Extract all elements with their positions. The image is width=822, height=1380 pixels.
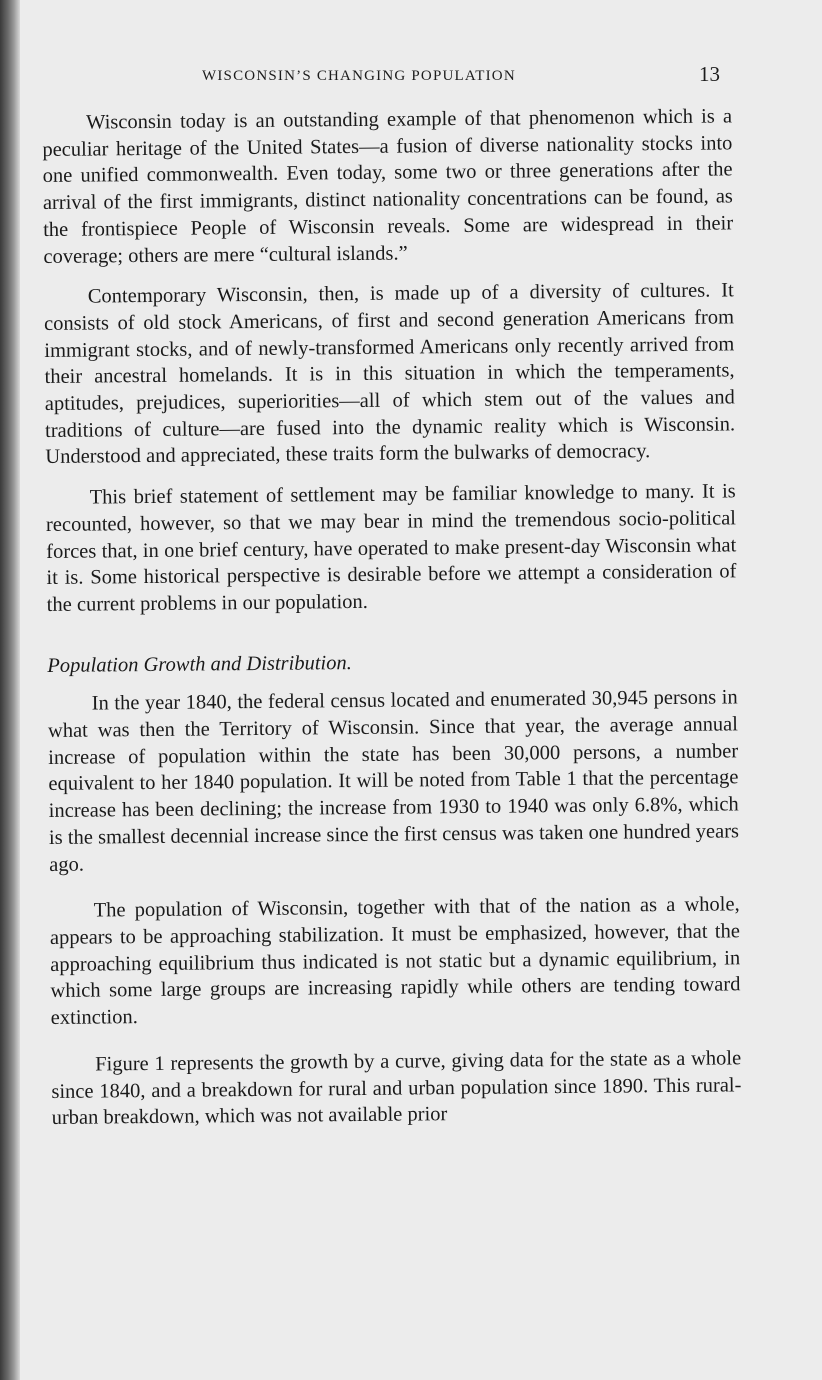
paragraph: In the year 1840, the federal census located and enumerated 30,945 persons in what was then the Territory of Wisconsin. Since that year, the average annual increase of population within the state has been 30,000 persons, a number equivalent to her 1840 population. It will be noted from Table 1 that the percentage increase has been declining; the increase from 1930 to 1940 was only 6.8%, which is the smallest decennial increase since the first census was taken one hundred years ago. <box>47 686 740 876</box>
running-head <box>90 62 730 92</box>
paragraph: Figure 1 represents the growth by a curve, giving data for the state as a whole since 1840, and a breakdown for rural and urban population since 1890. This rural-urban breakdown, which was not available prior <box>51 1047 742 1130</box>
paragraph: Wisconsin today is an outstanding example of that phenomenon which is a peculiar heritage of the United States—a fusion of diverse nationality stocks into one unified commonwealth. Even today, some two or three generations after the arrival of the first immigrants, distinct nationality concentrations can be found, as the frontispiece People of Wisconsin reveals. Some are widespread in their coverage; others are mere “cultural islands.” <box>42 105 734 268</box>
paragraph: This brief statement of settlement may be familiar knowledge to many. It is recounted, however, so that we may bear in mind the tremendous socio-political forces that, in one brief century, have operated to make present-day Wisconsin what it is. Some historical perspective is desirable before we attempt a consideration of the current problems in our population. <box>45 480 737 616</box>
page-number: 13 <box>699 62 720 86</box>
binding-edge <box>0 0 20 1380</box>
running-title: WISCONSIN’S CHANGING POPULATION <box>202 68 516 84</box>
paragraph: Contemporary Wisconsin, then, is made up of a diversity of cultures. It consists of old stock Americans, of first and second generation Americans from immigrant stocks, and of newly-transformed Americans only recently arrived from their ancestral homelands. It is in this situation in which the temperaments, aptitudes, prejudices, superiorities—all of which stem out of the values and traditions of culture—are fused into the dynamic reality which is Wisconsin. Understood and appreciated, these traits form the bulwarks of democracy. <box>43 279 736 469</box>
paragraph: The population of Wisconsin, together with that of the nation as a whole, appears to be approaching stabilization. It must be emphasized, however, that the approaching equilibrium thus indicated is not static but a dynamic equilibrium, in which some large groups are increasing rapidly while others are tending toward extinction. <box>49 893 741 1030</box>
body-text <box>42 103 742 1145</box>
section-heading: Population Growth and Distribution. <box>47 651 352 677</box>
